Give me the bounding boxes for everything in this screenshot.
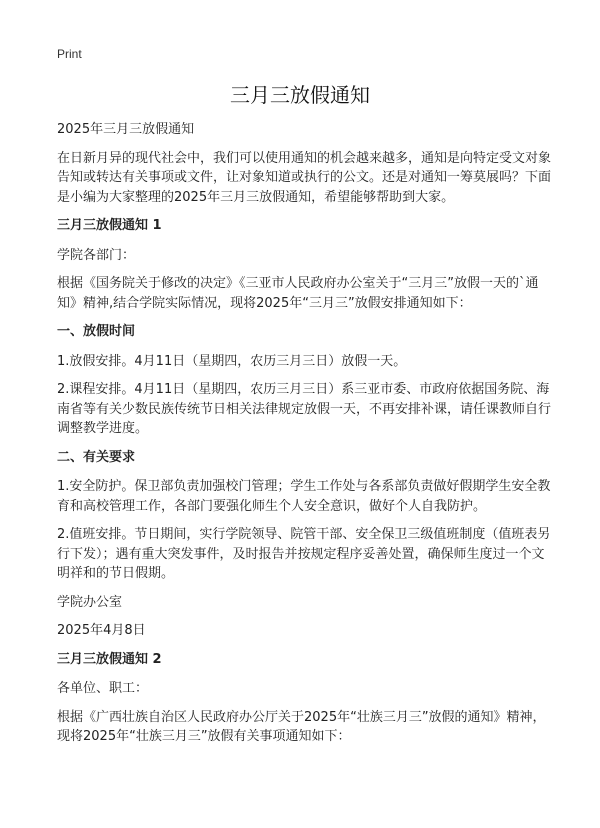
notice-1-signature: 学院办公室 — [57, 594, 123, 610]
notice-1-body: 根据《国务院关于修改的决定》《三亚市人民政府办公室关于“三月三”放假一天的`通知》精神,结合学院实际情况，现将2025年“三月三”放假安排通知如下： — [57, 276, 539, 311]
section-requirements-heading: 二、有关要求 — [57, 449, 136, 465]
requirement-item-2: 2.值班安排。节日期间，实行学院领导、院管干部、安全保卫三级值班制度（值班表另行下发）；遇有重大突发事件，及时报告并按规定程序妥善处置，确保师生度过一个文明祥和的节日假期。 — [57, 527, 551, 581]
notice-2-salutation: 各单位、职工： — [57, 681, 149, 696]
notice-2-body: 根据《广西壮族自治区人民政府办公厅关于2025年“壮族三月三”放假的通知》精神，现将2025年“壮族三月三”放假有关事项通知如下： — [57, 709, 546, 744]
holiday-item-1: 1.放假安排。4月11日（星期四，农历三月三日）放假一天。 — [57, 353, 407, 369]
print-link[interactable]: Print — [57, 47, 82, 61]
page-title: 三月三放假通知 — [230, 83, 370, 107]
notice-2-heading: 三月三放假通知 2 — [57, 651, 162, 667]
section-holiday-time-heading: 一、放假时间 — [57, 324, 136, 339]
document-subtitle: 2025年三月三放假通知 — [57, 122, 195, 137]
notice-1-heading: 三月三放假通知 1 — [57, 218, 162, 233]
notice-1-date: 2025年4月8日 — [57, 623, 146, 638]
holiday-item-2: 2.课程安排。4月11日（星期四，农历三月三日）系三亚市委、市政府依据国务院、海南省等有关少数民族传统节日相关法律规定放假一天，不再安排补课，请任课教师自行调整教学进度。 — [57, 382, 552, 436]
intro-paragraph: 在日新月异的现代社会中，我们可以使用通知的机会越来越多，通知是向特定受文对象告知或转达有关事项或文件，让对象知道或执行的公文。还是对通知一筹莫展吗？下面是小编为大家整理的2025年三月三放假通知，希望能够帮助到大家。 — [57, 150, 552, 205]
document-body — [57, 120, 557, 756]
notice-1-salutation: 学院各部门： — [57, 247, 136, 263]
requirement-item-1: 1.安全防护。保卫部负责加强校门管理；学生工作处与各系部负责做好假期学生安全教育和高校管理工作，各部门要强化师生个人安全意识，做好个人自我防护。 — [57, 479, 551, 514]
